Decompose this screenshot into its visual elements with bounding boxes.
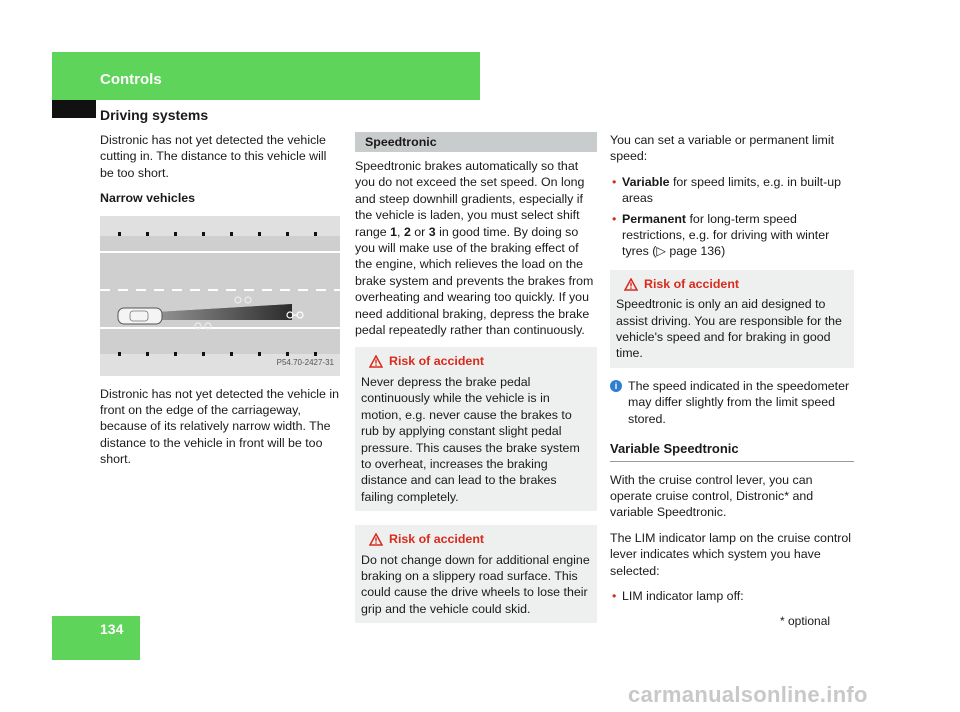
list-item-text: for speed limits, e.g. in built-up areas (622, 174, 842, 206)
column-3 (610, 132, 854, 612)
road-diagram-figure (100, 216, 340, 376)
section-title: Driving systems (100, 107, 209, 123)
lim-lamp-list (610, 588, 854, 604)
shift-range-1: 1 (390, 224, 398, 239)
warning-box (355, 347, 597, 511)
warning-title-text: Risk of accident (644, 276, 740, 291)
section-tab-marker (52, 100, 96, 118)
separator: or (410, 224, 429, 239)
warning-title (369, 531, 591, 547)
paragraph: The LIM indicator lamp on the cruise control lever indicates which system you have selected: (610, 530, 852, 578)
list-item (610, 211, 854, 260)
watermark-logo: carmanualsonline.info (628, 682, 868, 707)
paragraph: Distronic has not yet detected the vehicle in front on the edge of the carriageway, because of its relatively narrow width. The distance to the vehicle in front will be too short. (100, 386, 339, 467)
info-note (610, 378, 854, 427)
warning-text: Never depress the brake pedal continuously while the vehicle is in motion, e.g. never cause the brakes to rub by applying constant slight pedal pressure. This causes the brake system to overheat, increases the braking distance and can lead to the brakes failing completely. (361, 374, 580, 504)
warning-triangle-icon (369, 355, 383, 368)
variable-speedtronic-heading: Variable Speedtronic (610, 441, 854, 461)
limit-speed-list (610, 174, 854, 260)
warning-title (369, 353, 591, 369)
page-number: 134 (100, 621, 124, 637)
paragraph-text: Speedtronic brakes automatically so that you do not exceed the set speed. On long and steep downhill gradients, especially if the vehicle is laden, you must select shift range (355, 159, 585, 239)
list-item-term: Permanent (622, 211, 687, 226)
warning-triangle-icon (369, 533, 383, 546)
list-item-text: for long-term speed restrictions, e.g. for driving with winter tyres (▷ page 136) (622, 211, 830, 259)
warning-triangle-icon (624, 278, 638, 291)
info-text: The speed indicated in the speedometer may differ slightly from the limit speed stored. (628, 378, 850, 426)
list-item: • LIM indicator lamp off: (610, 588, 854, 604)
paragraph (355, 158, 597, 338)
warning-title-text: Risk of accident (389, 532, 485, 547)
warning-title-text: Risk of accident (389, 354, 485, 369)
paragraph-text: in good time. By doing so you will make use of the braking effect of the engine, which relieves the load on the brake system and prevents the brakes from overheating and wearing too quickly. If you need additional braking, depress the brake pedal repeatedly rather than continuously. (355, 224, 594, 338)
page-number-badge (52, 616, 140, 660)
warning-box (610, 270, 854, 368)
chapter-title: Controls (100, 71, 162, 88)
list-item-term: Variable (622, 174, 670, 189)
paragraph: Distronic has not yet detected the vehicle cutting in. The distance to this vehicle will be too short. (100, 133, 327, 180)
column-1 (100, 132, 340, 477)
paragraph: With the cruise control lever, you can operate cruise control, Distronic* and variable Speedtronic. (610, 472, 814, 520)
separator: , (397, 224, 404, 239)
speedtronic-section-title: Speedtronic (355, 132, 597, 152)
warning-text: Do not change down for additional engine braking on a slippery road surface. This could cause the drive wheels to lose their grip and the vehicle could skid. (361, 552, 590, 616)
info-icon: i (610, 380, 622, 392)
list-item (610, 174, 854, 207)
footnote: * optional (780, 614, 831, 628)
figure-label: P54.70-2427-31 (276, 358, 334, 368)
road-diagram (100, 216, 340, 376)
warning-box (355, 525, 597, 623)
column-2 (355, 132, 597, 633)
shift-range-2: 2 (403, 224, 411, 239)
narrow-vehicles-heading: Narrow vehicles (100, 191, 196, 206)
shift-range-3: 3 (428, 224, 436, 239)
warning-title (624, 276, 848, 292)
paragraph: You can set a variable or permanent limit speed: (610, 133, 835, 164)
warning-text: Speedtronic is only an aid designed to assist driving. You are responsible for the vehicle's speed and for braking in good time. (616, 297, 842, 361)
